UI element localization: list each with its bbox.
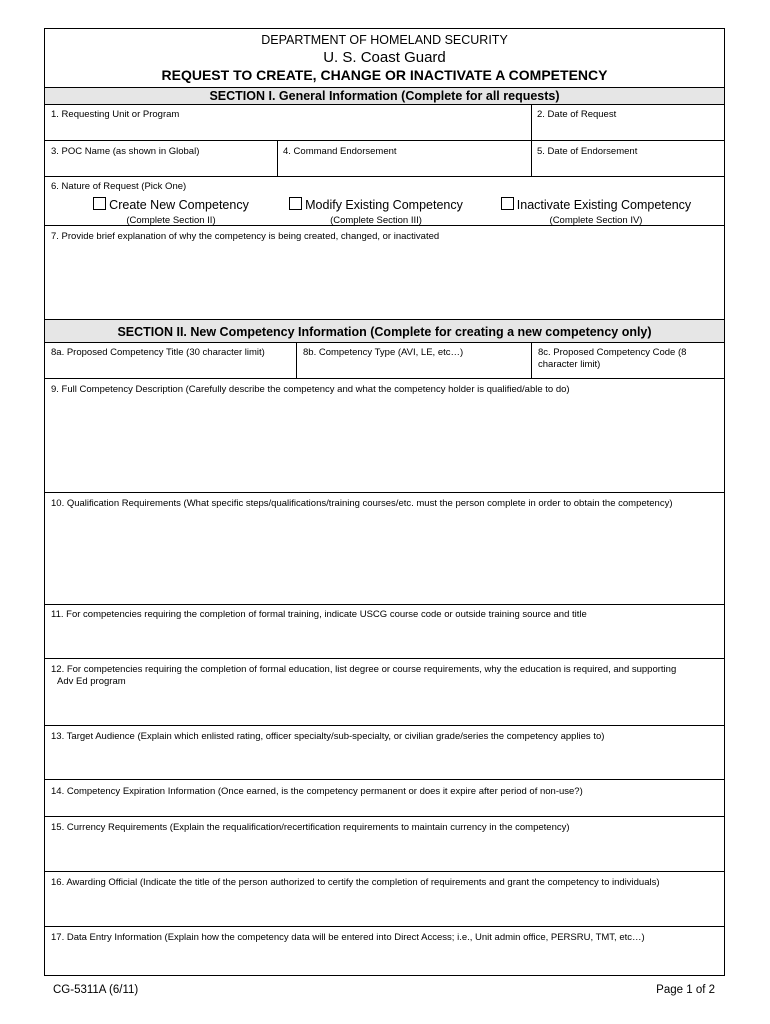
page-number: Page 1 of 2 xyxy=(656,984,715,996)
divider xyxy=(45,658,724,659)
divider xyxy=(45,378,724,379)
field-12-label-cont: Adv Ed program xyxy=(57,676,126,687)
field-11-label: 11. For competencies requiring the completion of formal training, indicate USCG course code or outside training source and title xyxy=(51,609,587,620)
divider xyxy=(45,926,724,927)
form-number: CG-5311A (6/11) xyxy=(53,984,139,996)
divider xyxy=(531,104,532,141)
section-2-heading: SECTION II. New Competency Information (Complete for creating a new competency only) xyxy=(45,319,724,342)
checkbox-inactivate[interactable] xyxy=(501,197,514,210)
field-9-label: 9. Full Competency Description (Carefully describe the competency and what the competency holder is qualified/able to do) xyxy=(51,384,570,395)
divider xyxy=(296,342,297,378)
checkbox-create[interactable] xyxy=(93,197,106,210)
divider xyxy=(45,176,724,177)
field-16-label: 16. Awarding Official (Indicate the title of the person authorized to certify the completion of requirements and grant the competency to individuals) xyxy=(51,877,660,888)
divider xyxy=(45,604,724,605)
section-1-heading: SECTION I. General Information (Complete for all requests) xyxy=(45,87,724,104)
field-1-label: 1. Requesting Unit or Program xyxy=(51,109,180,120)
field-4-label: 4. Command Endorsement xyxy=(283,146,397,157)
divider xyxy=(45,779,724,780)
option-label: Inactivate Existing Competency xyxy=(516,198,692,212)
checkbox-modify[interactable] xyxy=(289,197,302,210)
field-2-label: 2. Date of Request xyxy=(537,109,617,120)
department-heading: DEPARTMENT OF HOMELAND SECURITY xyxy=(261,33,508,47)
option-label: Modify Existing Competency xyxy=(305,198,463,212)
divider xyxy=(45,140,724,141)
divider xyxy=(45,104,724,105)
divider xyxy=(45,871,724,872)
divider xyxy=(45,225,724,226)
divider xyxy=(45,725,724,726)
field-15-label: 15. Currency Requirements (Explain the requalification/recertification requirements to maintain currency in the competency) xyxy=(51,822,570,833)
form-page xyxy=(44,28,725,976)
form-title: REQUEST TO CREATE, CHANGE OR INACTIVATE A COMPETENCY xyxy=(161,67,608,83)
divider xyxy=(45,816,724,817)
field-10-label: 10. Qualification Requirements (What specific steps/qualifications/training courses/etc. must the person complete in order to obtain the competency) xyxy=(51,498,673,509)
option-sub: (Complete Section III) xyxy=(330,215,422,226)
divider xyxy=(45,342,724,343)
field-3-label: 3. POC Name (as shown in Global) xyxy=(51,146,200,157)
field-14-label: 14. Competency Expiration Information (Once earned, is the competency permanent or does it expire after period of non-use?) xyxy=(51,786,583,797)
field-17-label: 17. Data Entry Information (Explain how the competency data will be entered into Direct Access; i.e., Unit admin office, PERSRU, TMT, etc…) xyxy=(51,932,645,943)
option-inactivate-existing[interactable] xyxy=(495,196,697,226)
option-create-new[interactable] xyxy=(81,196,261,226)
field-8b-label: 8b. Competency Type (AVI, LE, etc…) xyxy=(303,347,464,358)
agency-heading: U. S. Coast Guard xyxy=(323,49,446,66)
option-label: Create New Competency xyxy=(109,198,249,212)
field-8a-label: 8a. Proposed Competency Title (30 character limit) xyxy=(51,347,265,358)
option-modify-existing[interactable] xyxy=(283,196,469,226)
divider xyxy=(531,342,532,378)
option-sub: (Complete Section II) xyxy=(126,215,216,226)
option-sub: (Complete Section IV) xyxy=(549,215,643,226)
field-8c-label-cont: character limit) xyxy=(538,359,601,370)
field-8c-label: 8c. Proposed Competency Code (8 xyxy=(538,347,687,358)
field-5-label: 5. Date of Endorsement xyxy=(537,146,638,157)
field-12-label: 12. For competencies requiring the completion of formal education, list degree or course requirements, why the education is required, and supporting xyxy=(51,664,677,675)
divider xyxy=(45,492,724,493)
field-7-label: 7. Provide brief explanation of why the competency is being created, changed, or inactivated xyxy=(51,231,440,242)
divider xyxy=(277,140,278,177)
field-13-label: 13. Target Audience (Explain which enlisted rating, officer specialty/sub-specialty, or civilian grade/series the competency applies to) xyxy=(51,731,605,742)
divider xyxy=(531,140,532,177)
field-6-label: 6. Nature of Request (Pick One) xyxy=(51,181,187,192)
